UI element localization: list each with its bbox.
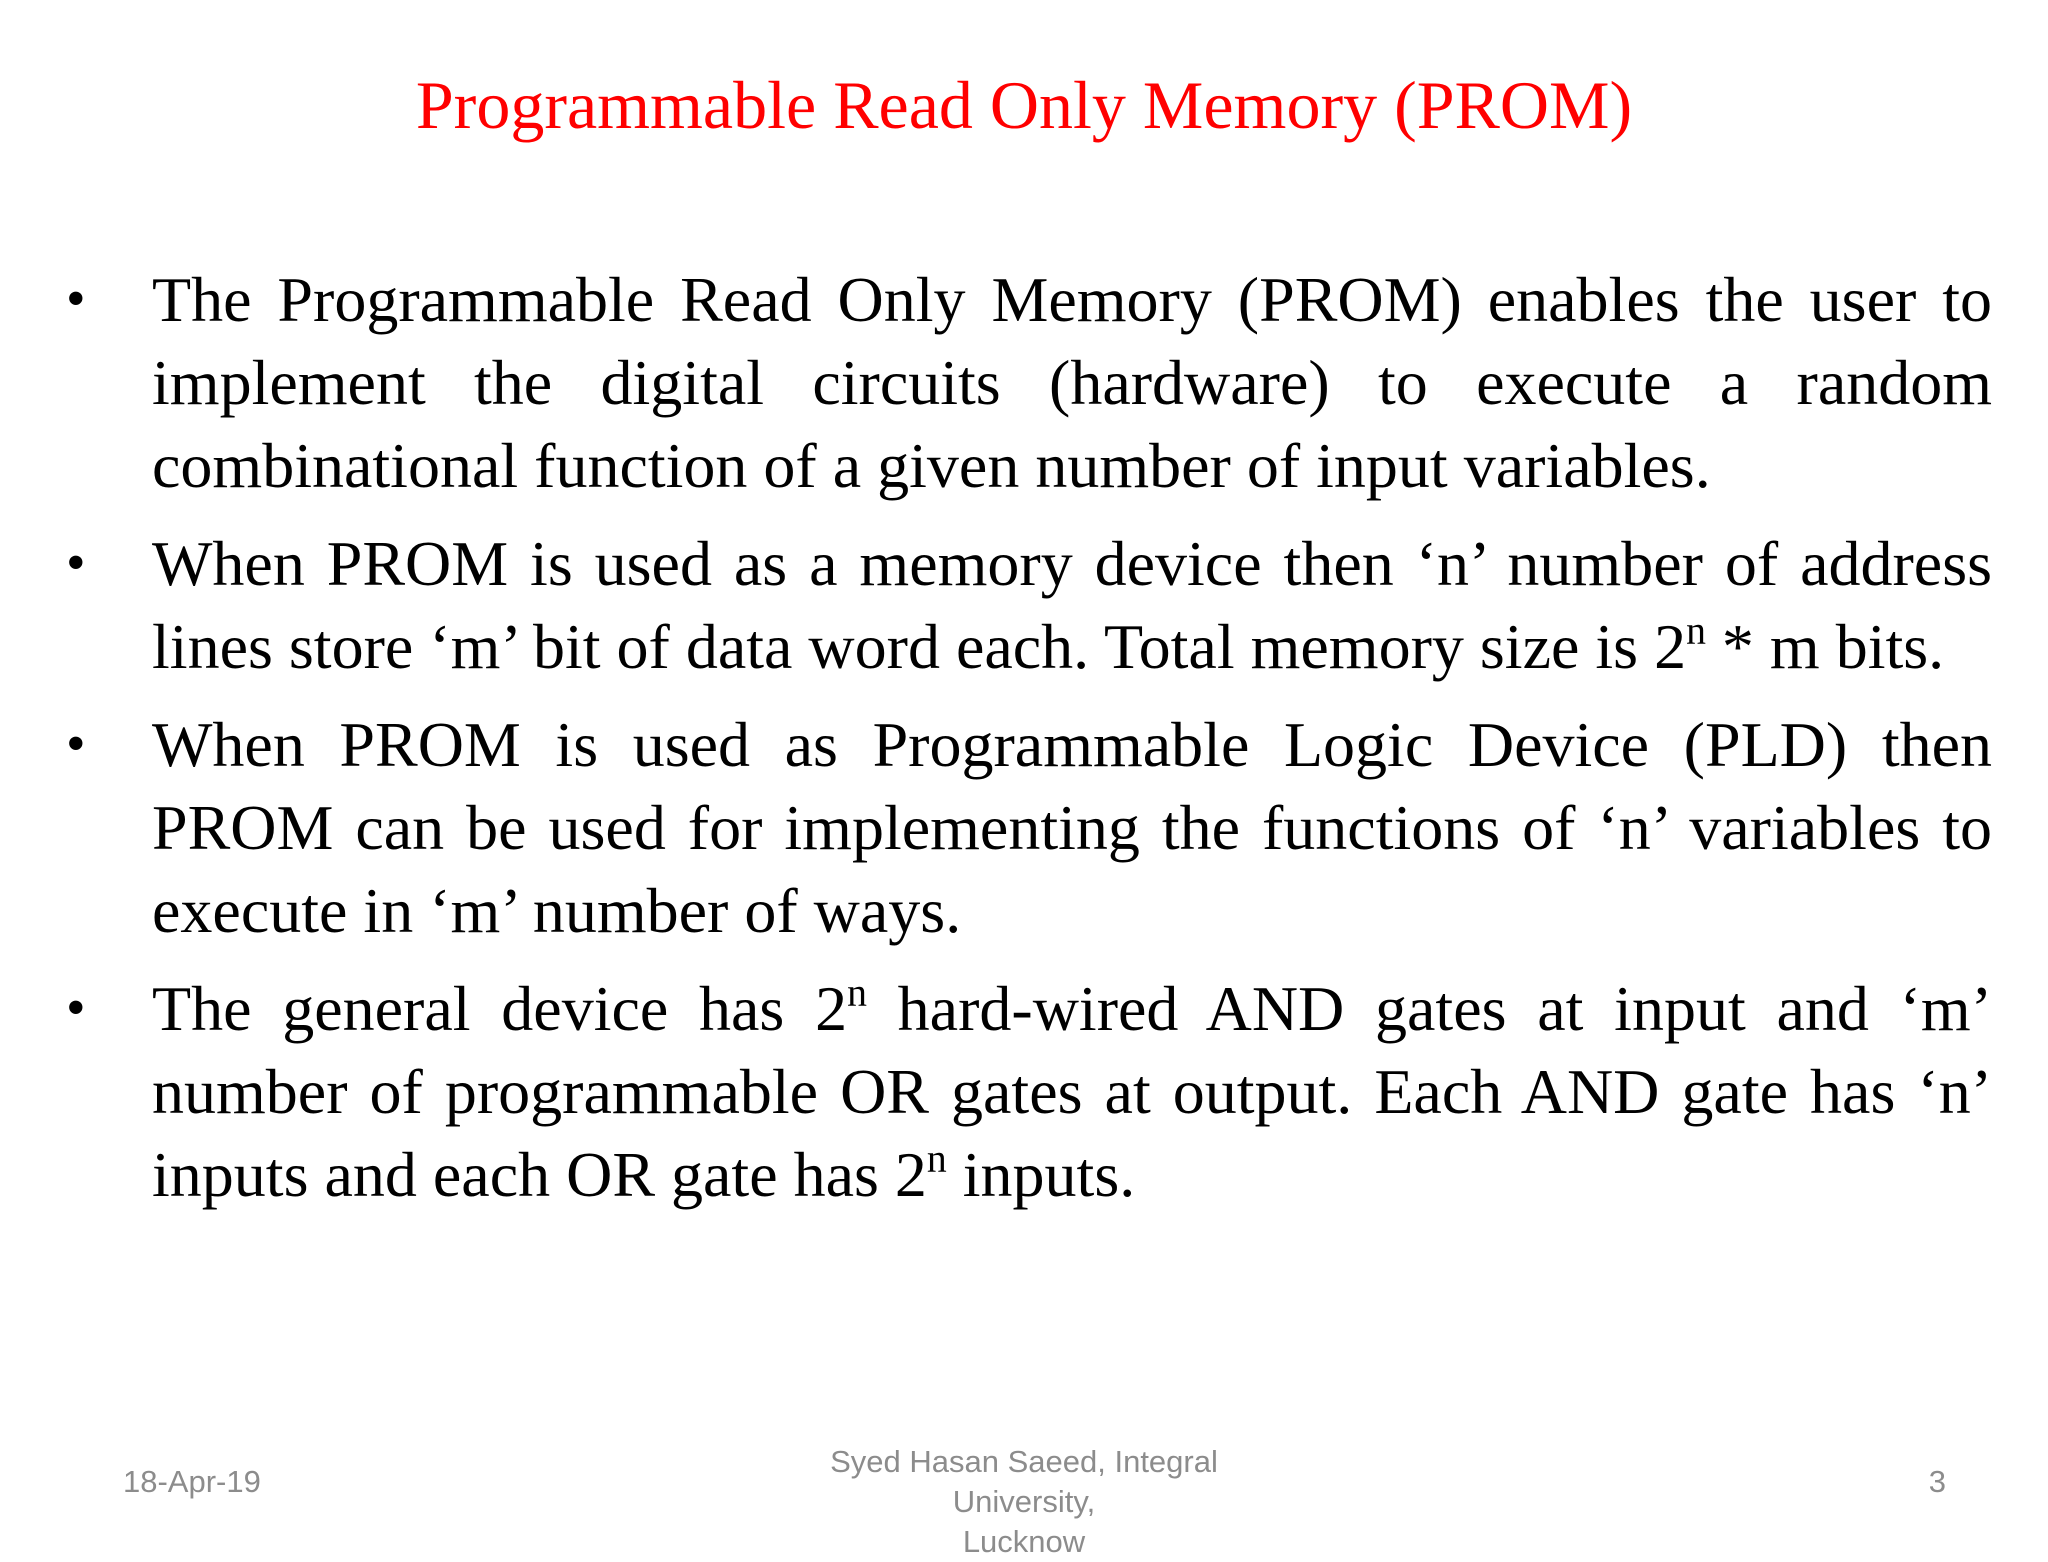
bullet-icon: •	[66, 268, 86, 330]
bullet-text: The Programmable Read Only Memory (PROM) enables the user to implement the digital circuits (hardware) to execute a random combinational function of a given number of input variables.	[152, 264, 1992, 501]
bullet-text	[152, 967, 1992, 1216]
slide-title: Programmable Read Only Memory (PROM)	[415, 67, 1633, 143]
bullet-text-part: The general device has 2	[152, 973, 848, 1044]
footer-author	[774, 1442, 1274, 1562]
bullet-text: When PROM is used as Programmable Logic Device (PLD) then PROM can be used for implementing the functions of ‘n’ variables to execute in ‘m’ number of ways.	[152, 709, 1992, 946]
bullet-list	[66, 258, 2006, 1231]
bullet-item-pld	[66, 703, 1992, 952]
superscript: n	[847, 970, 867, 1015]
footer-author-line: Syed Hasan Saeed, Integral University,	[830, 1444, 1218, 1519]
bullet-text	[152, 522, 1992, 688]
bullet-icon: •	[66, 977, 86, 1039]
footer-date: 18-Apr-19	[123, 1464, 261, 1499]
superscript: n	[926, 1136, 947, 1181]
bullet-icon: •	[66, 713, 86, 775]
bullet-text-part: * m bits.	[1705, 611, 1945, 682]
bullet-item-general-device	[66, 967, 1992, 1216]
bullet-text-part: When PROM is used as a memory device then ‘n’ number of address lines store ‘m’ bit of data word each. Total memory size is 2	[152, 528, 1992, 682]
bullet-icon: •	[66, 532, 86, 594]
bullet-item-memory-device	[66, 522, 1992, 688]
bullet-item-prom-definition	[66, 258, 1992, 507]
superscript: n	[1686, 608, 1706, 653]
footer-page-number: 3	[1928, 1464, 1946, 1499]
bullet-text-part: hard-wired AND gates at input and ‘m’ number of programmable OR gates at output. Each AND gate has ‘n’ inputs and each OR gate has 2	[152, 973, 1993, 1210]
bullet-text-part: inputs.	[946, 1139, 1136, 1210]
footer-author-line: Lucknow	[962, 1524, 1086, 1559]
